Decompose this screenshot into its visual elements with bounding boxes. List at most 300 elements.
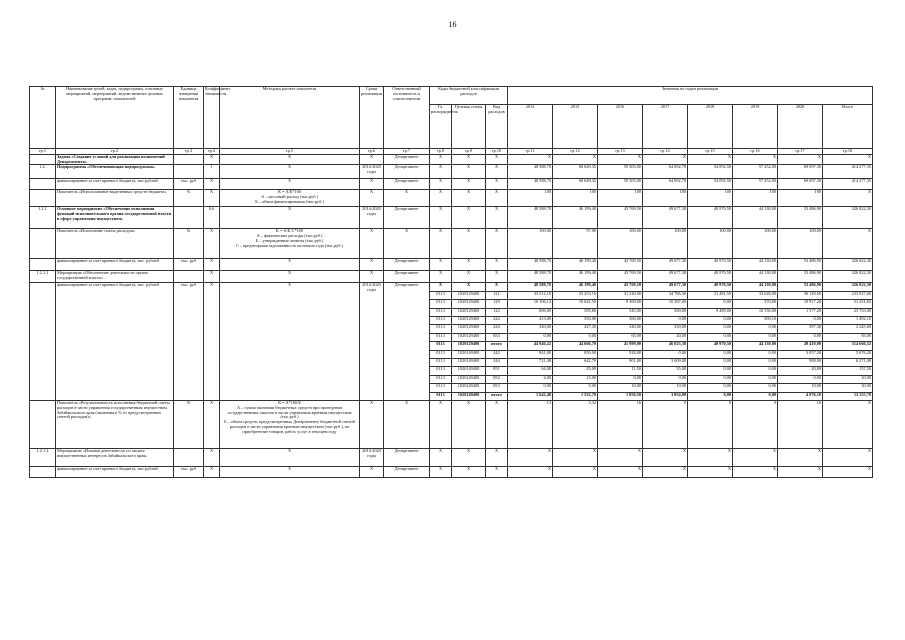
finance-cell: 0,00 [733, 358, 778, 366]
table-cell: Х [688, 448, 733, 466]
table-cell: 44 130,00 [733, 207, 778, 229]
table-cell: Х [204, 190, 220, 207]
table-cell: Х [220, 448, 360, 466]
table-cell: 43 769,50 [598, 271, 643, 283]
finance-cell: 1020149400 [452, 384, 486, 392]
table-cell: Х [204, 259, 220, 271]
finance-cell: 33 626,00 [733, 291, 778, 299]
table-cell: Х [220, 259, 360, 271]
finance-unit: тыс. руб [174, 283, 204, 400]
finance-cell: 1020149400 [452, 392, 486, 400]
finance-cell: итого [486, 392, 508, 400]
table-cell: Х [360, 271, 384, 283]
table-cell: 100 [508, 190, 553, 207]
table-cell: Х [452, 190, 486, 207]
table-cell: 100,00 [733, 229, 778, 259]
finance-cell: 1020129400 [452, 308, 486, 316]
finance-cell: 10,00 [598, 384, 643, 392]
table-cell: Х [778, 466, 823, 477]
finance-cell: 853 [486, 333, 508, 341]
table-cell: Х [598, 154, 643, 165]
column-number: гр.13 [598, 149, 643, 155]
table-cell [174, 165, 204, 179]
table-cell: % [174, 190, 204, 207]
table-cell: Департамент [384, 259, 430, 271]
finance-cell: 31 481,50 [688, 291, 733, 299]
finance-cell: 806,00 [508, 308, 553, 316]
finance-cell: 0,00 [733, 375, 778, 383]
finance-cell: 642,70 [553, 358, 598, 366]
table-cell: Х [688, 466, 733, 477]
finance-cell: 0113 [430, 375, 452, 383]
finance-cell: 1020129400 [452, 342, 486, 350]
table-cell: Х [452, 179, 486, 190]
table-cell: 48 588,70 [508, 179, 553, 190]
table-cell: Департамент [384, 448, 430, 466]
finance-cell: 595,80 [553, 308, 598, 316]
finance-cell: итого [486, 342, 508, 350]
finance-cell: 1 577,20 [778, 308, 823, 316]
table-cell: 0,6 [204, 207, 220, 229]
table-cell: 100,00 [598, 229, 643, 259]
table-cell: 0 [643, 400, 688, 448]
header-row-1 [30, 87, 873, 105]
table-cell: финансирование за счет краевого бюджета, тыс. рублей [56, 259, 174, 271]
finance-cell: 10 042,50 [553, 300, 598, 308]
table-cell: Департамент [384, 271, 430, 283]
table-cell: 100 [733, 190, 778, 207]
column-number: гр.2 [56, 149, 174, 155]
table-cell: Х [778, 154, 823, 165]
finance-cell: 0,00 [553, 333, 598, 341]
table-cell: Х [452, 229, 486, 259]
finance-cell: 1 492,10 [823, 317, 873, 325]
finance-cell: 841,00 [508, 350, 553, 358]
finance-cell: 10 106,12 [508, 300, 553, 308]
table-cell: Х [823, 229, 873, 259]
table-cell: 1.2.1.2 [30, 448, 56, 466]
finance-cell: 0113 [430, 325, 452, 333]
finance-cell: 0,00 [733, 392, 778, 400]
finance-cell: 1020129400 [452, 317, 486, 325]
table-cell: Х [486, 179, 508, 190]
table-cell: Х [553, 466, 598, 477]
finance-cell: 545,00 [598, 308, 643, 316]
table-cell [30, 229, 56, 259]
table-cell: Х [430, 207, 452, 229]
finance-cell: 0113 [430, 317, 452, 325]
table-cell: 13 [508, 400, 553, 448]
column-number: гр.17 [778, 149, 823, 155]
finance-cell: 46 199,40 [553, 283, 598, 291]
table-cell: Х [360, 229, 384, 259]
finance-cell: 928,00 [598, 350, 643, 358]
table-cell: Х [553, 448, 598, 466]
finance-cell: 0,00 [688, 384, 733, 392]
finance-cell: 0,00 [688, 392, 733, 400]
finance-cell: 49 677,30 [643, 283, 688, 291]
table-cell [30, 179, 56, 190]
finance-cell: 1020129400 [452, 325, 486, 333]
table-cell: Х [220, 466, 360, 477]
finance-cell: 0,00 [688, 300, 733, 308]
finance-cell: 10 917,20 [778, 300, 823, 308]
finance-cell: 0,00 [688, 317, 733, 325]
table-cell: Х [430, 466, 452, 477]
table-cell: 100,00 [778, 229, 823, 259]
table-cell: 40 970,50 [688, 259, 733, 271]
finance-cell: 46 023,30 [643, 342, 688, 350]
finance-term: 2014-2020 годы [360, 283, 384, 400]
finance-cell: 48 588,70 [508, 283, 553, 291]
finance-cell: 0113 [430, 350, 452, 358]
table-cell: Х [430, 154, 452, 165]
table-cell: 100,00 [688, 229, 733, 259]
table-cell: Х [452, 259, 486, 271]
finance-cell: 43 769,50 [598, 283, 643, 291]
table-cell: 53 486,90 [778, 259, 823, 271]
header-vr: Вид расходов [486, 105, 508, 149]
finance-cell: 360,00 [598, 317, 643, 325]
table-cell: 100 [643, 190, 688, 207]
finance-cell: 0,00 [733, 333, 778, 341]
finance-cell: 10 156,00 [733, 308, 778, 316]
table-cell: Х [452, 207, 486, 229]
table-cell: 40 970,50 [688, 207, 733, 229]
finance-cell: 31 320,00 [598, 291, 643, 299]
program-table [29, 86, 873, 478]
finance-cell: 1020129400 [452, 333, 486, 341]
table-cell: Х [688, 154, 733, 165]
finance-cell: 0,00 [778, 333, 823, 341]
table-cell: 48 588,70 [508, 165, 553, 179]
table-cell: Х [452, 154, 486, 165]
finance-cell: 0113 [430, 300, 452, 308]
finance-exec: Департамент [384, 283, 430, 400]
column-number: гр.12 [553, 149, 598, 155]
finance-cell: 0113 [430, 308, 452, 316]
finance-cell: 1 532,70 [553, 392, 598, 400]
table-cell [174, 207, 204, 229]
finance-cell: 35,00 [643, 367, 688, 375]
table-cell [30, 466, 56, 477]
table-cell: Х [204, 229, 220, 259]
header-values: Значения по годам реализации [508, 87, 873, 105]
table-cell: 100 [553, 190, 598, 207]
column-number: гр.10 [486, 149, 508, 155]
table-cell: Показатель «Результативность исполнения бюджетной сметы расходов в части управления государственным имуществом Забайкальского края (экономия в % от предусмотренных сметой расходов)» [56, 400, 174, 448]
finance-cell: 0,00 [688, 350, 733, 358]
header-year: 2018 [688, 105, 733, 149]
header-year: 2016 [598, 105, 643, 149]
finance-cell: Х [452, 283, 486, 291]
table-cell: Х [360, 400, 384, 448]
finance-cell: 0113 [430, 342, 452, 350]
header-year: 2014 [508, 105, 553, 149]
table-row [30, 271, 873, 283]
table-cell: тыс. руб [174, 466, 204, 477]
header-codes: Коды бюджетной классификации расходов [430, 87, 508, 105]
header-cs: Целевая статья [452, 105, 486, 149]
table-cell: 100 [778, 190, 823, 207]
finance-cell: 340,00 [598, 325, 643, 333]
table-cell: Х [452, 448, 486, 466]
table-cell: 43 769,50 [598, 207, 643, 229]
finance-cell: 33 212,10 [508, 291, 553, 299]
finance-cell: 85,00 [823, 333, 873, 341]
table-cell: 326 822,30 [823, 271, 873, 283]
finance-cell: Х [430, 283, 452, 291]
table-cell: Х [204, 400, 220, 448]
header-term: Сроки реализации [360, 87, 384, 149]
table-cell: Х [823, 466, 873, 477]
finance-cell: 0113 [430, 291, 452, 299]
table-cell: 0 [733, 400, 778, 448]
table-cell: 414 277,35 [823, 179, 873, 190]
table-cell: тыс. руб [174, 179, 204, 190]
table-cell: Х [360, 190, 384, 207]
finance-cell: 851 [486, 367, 508, 375]
finance-cell: Х [486, 283, 508, 291]
table-cell: 53 486,90 [778, 271, 823, 283]
finance-cell: 350,00 [553, 317, 598, 325]
finance-cell: 30,00 [823, 384, 873, 392]
table-cell: 54 092,50 [688, 179, 733, 190]
table-cell: % [174, 400, 204, 448]
table-cell: Подпрограмма «Обеспечивающая подпрограмма» [56, 165, 174, 179]
column-number: гр.15 [688, 149, 733, 155]
finance-cell: 36 149,60 [778, 291, 823, 299]
table-cell: 44 130,00 [733, 259, 778, 271]
finance-cell: 1020129400 [452, 300, 486, 308]
table-cell: 48 588,70 [508, 207, 553, 229]
table-cell: Х [430, 179, 452, 190]
table-cell: Мероприятие «Обеспечение деятельности органа государственной власти» [56, 271, 174, 283]
finance-cell: 0113 [430, 367, 452, 375]
finance-cell: 326 822,30 [823, 283, 873, 291]
finance-cell: 53 486,90 [778, 283, 823, 291]
finance-cell: 0,00 [643, 375, 688, 383]
column-number: гр.1 [30, 149, 56, 155]
header-method: Методика расчета показателя [220, 87, 360, 149]
finance-cell: 44 130,00 [733, 283, 778, 291]
table-cell: 60 649,35 [553, 179, 598, 190]
table-cell: % [174, 229, 204, 259]
finance-cell: 427,30 [553, 325, 598, 333]
table-cell: Х [430, 165, 452, 179]
table-cell: Х [486, 271, 508, 283]
finance-cell: 721,48 [508, 358, 553, 366]
table-cell: 16 [598, 400, 643, 448]
finance-cell: 397,30 [778, 325, 823, 333]
table-cell: 100,00 [508, 229, 553, 259]
table-row [30, 179, 873, 190]
finance-cell: 0,00 [688, 325, 733, 333]
column-number: гр.8 [430, 149, 452, 155]
finance-cell: 0,00 [733, 350, 778, 358]
finance-cell: 4,00 [508, 375, 553, 383]
finance-cell: 1 850,50 [598, 392, 643, 400]
finance-cell: 0113 [430, 358, 452, 366]
column-number: гр.6 [360, 149, 384, 155]
table-cell: 1.2.1 [30, 207, 56, 229]
finance-cell: 370,00 [733, 300, 778, 308]
finance-cell: 413,00 [508, 317, 553, 325]
table-cell: 44 130,00 [733, 271, 778, 283]
finance-cell: 0,00 [598, 375, 643, 383]
table-cell: финансирование за счет краевого бюджета, тыс.рублей [56, 179, 174, 190]
finance-cell: 1020149400 [452, 350, 486, 358]
finance-coef: Х [204, 283, 220, 400]
finance-cell: 0,00 [778, 375, 823, 383]
table-cell: Х [823, 154, 873, 165]
column-number: гр.4 [204, 149, 220, 155]
finance-cell: 3 057,20 [778, 350, 823, 358]
table-cell: Х [452, 271, 486, 283]
table-row [30, 207, 873, 229]
table-cell: 326 822,30 [823, 207, 873, 229]
table-cell: 414 277,35 [823, 165, 873, 179]
table-cell: 49 677,30 [643, 271, 688, 283]
table-cell: 40 970,50 [688, 271, 733, 283]
table-cell: Х [430, 271, 452, 283]
table-cell: 1.2. [30, 165, 56, 179]
column-number: гр.5 [220, 149, 360, 155]
table-cell: Х [486, 154, 508, 165]
finance-cell: 65,00 [598, 333, 643, 341]
table-cell: Департамент [384, 466, 430, 477]
header-year: 2020 [778, 105, 823, 149]
table-cell: 1 [204, 165, 220, 179]
table-cell: Задача «Создание условий для реализации полномочий Департамента» [56, 154, 174, 165]
table-cell: Х [486, 190, 508, 207]
finance-no [30, 283, 56, 400]
table-cell: Х [384, 400, 430, 448]
table-row [30, 259, 873, 271]
finance-cell: 0,00 [733, 325, 778, 333]
table-cell: Х [430, 229, 452, 259]
finance-cell: 10 387,00 [643, 300, 688, 308]
table-cell: Х [360, 154, 384, 165]
table-cell [174, 448, 204, 466]
table-cell: 59 305,00 [598, 179, 643, 190]
table-cell: К = А/Б-С*100 А – фактические расходы (тыс.руб.) Б – утвержденные лимиты (тыс.руб.) С – кредиторская задолженность на начало года (тыс.руб.) [220, 229, 360, 259]
table-cell [174, 154, 204, 165]
finance-cell: 0,00 [688, 333, 733, 341]
table-cell: Х [360, 466, 384, 477]
table-row [30, 400, 873, 448]
finance-cell: 121 [486, 291, 508, 299]
table-cell: Х [220, 271, 360, 283]
finance-cell: 2 245,60 [823, 325, 873, 333]
table-cell: 2014-2020 годы [360, 448, 384, 466]
finance-cell: 0,00 [688, 367, 733, 375]
table-cell: Х [430, 190, 452, 207]
table-row [30, 165, 873, 179]
finance-cell: 242 [486, 317, 508, 325]
table-cell: Мероприятие «Исковая деятельность по защите имущественных интересов Забайкальского края» [56, 448, 174, 466]
page-number: 16 [448, 20, 457, 29]
finance-cell: 40 970,50 [688, 342, 733, 350]
finance-cell: 244 [486, 358, 508, 366]
finance-cell: 5 676,20 [823, 350, 873, 358]
finance-cell: 44 666,70 [553, 342, 598, 350]
table-cell: 16 [778, 400, 823, 448]
table-cell: Х [553, 154, 598, 165]
header-name: Наименование целей, задач, подпрограмм, основных мероприятий, мероприятий, ведомственных целевых программ, показателей [56, 87, 174, 149]
finance-cell: 1020149400 [452, 367, 486, 375]
finance-cell: 10,00 [778, 384, 823, 392]
table-cell: К = А/Б*100 А – кассовый расход (тыс.руб.) Б – объем финансирования (тыс.руб.) [220, 190, 360, 207]
table-cell: Х [598, 448, 643, 466]
table-cell: Х [733, 154, 778, 165]
column-number: гр.18 [823, 149, 873, 155]
table-cell: Х [204, 179, 220, 190]
finance-cell: 500,00 [643, 308, 688, 316]
table-cell: Х [486, 207, 508, 229]
table-row [30, 466, 873, 477]
table-cell [30, 154, 56, 165]
finance-cell: 9 369,00 [598, 300, 643, 308]
table-cell: 69 697,30 [778, 179, 823, 190]
finance-cell: 0,00 [508, 384, 553, 392]
finance-cell: 15,00 [553, 375, 598, 383]
table-cell: Х [643, 448, 688, 466]
table-cell: Х [360, 179, 384, 190]
table-cell: Х [204, 448, 220, 466]
finance-cell: 1020149400 [452, 358, 486, 366]
table-cell: Департамент [384, 207, 430, 229]
table-row [30, 190, 873, 207]
table-cell: Х [452, 466, 486, 477]
finance-cell: 64,00 [508, 367, 553, 375]
table-cell: 97,00 [553, 229, 598, 259]
table-cell: Х [643, 466, 688, 477]
table-cell: 53 486,90 [778, 207, 823, 229]
finance-cell: 1020129400 [452, 291, 486, 299]
table-cell: Х [384, 190, 430, 207]
table-cell: Х [486, 259, 508, 271]
table-cell: Х [823, 400, 873, 448]
finance-cell: 0,00 [508, 333, 553, 341]
table-cell: 100 [598, 190, 643, 207]
finance-method: Х [220, 283, 360, 400]
table-cell: Х [430, 400, 452, 448]
finance-cell: 40 970,50 [688, 283, 733, 291]
finance-cell: 20,00 [778, 367, 823, 375]
table-cell: 100 [688, 190, 733, 207]
table-cell: Департамент [384, 154, 430, 165]
table-cell: 49 677,30 [643, 207, 688, 229]
table-cell: 49 677,30 [643, 259, 688, 271]
table-cell: К = А*100/Б А – сумма экономии бюджетных средств при проведении государственных закупок в части управления краевым имуществом (тыс.руб.) Б – объем средств, предусмотренных Департаменту бюджетной сметой расходов в части управления краевым имуществом (тыс.руб.), на приобретение товаров, работ, услуг в текущем году [220, 400, 360, 448]
header-exec: Ответственный исполнитель и соисполнители [384, 87, 430, 149]
table-cell: Х [508, 466, 553, 477]
finance-cell: 33 253,10 [553, 291, 598, 299]
table-cell: Х [598, 466, 643, 477]
column-number: гр.9 [452, 149, 486, 155]
table-cell: Х [508, 154, 553, 165]
finance-cell: 51 251,82 [823, 300, 873, 308]
table-cell: Х [823, 448, 873, 466]
table-cell: 43 769,50 [598, 259, 643, 271]
finance-cell: 242 [486, 350, 508, 358]
finance-cell: 0113 [430, 333, 452, 341]
table-cell [30, 400, 56, 448]
finance-cell: 850,00 [553, 350, 598, 358]
table-cell: Х [486, 400, 508, 448]
table-cell: 48 588,70 [508, 271, 553, 283]
